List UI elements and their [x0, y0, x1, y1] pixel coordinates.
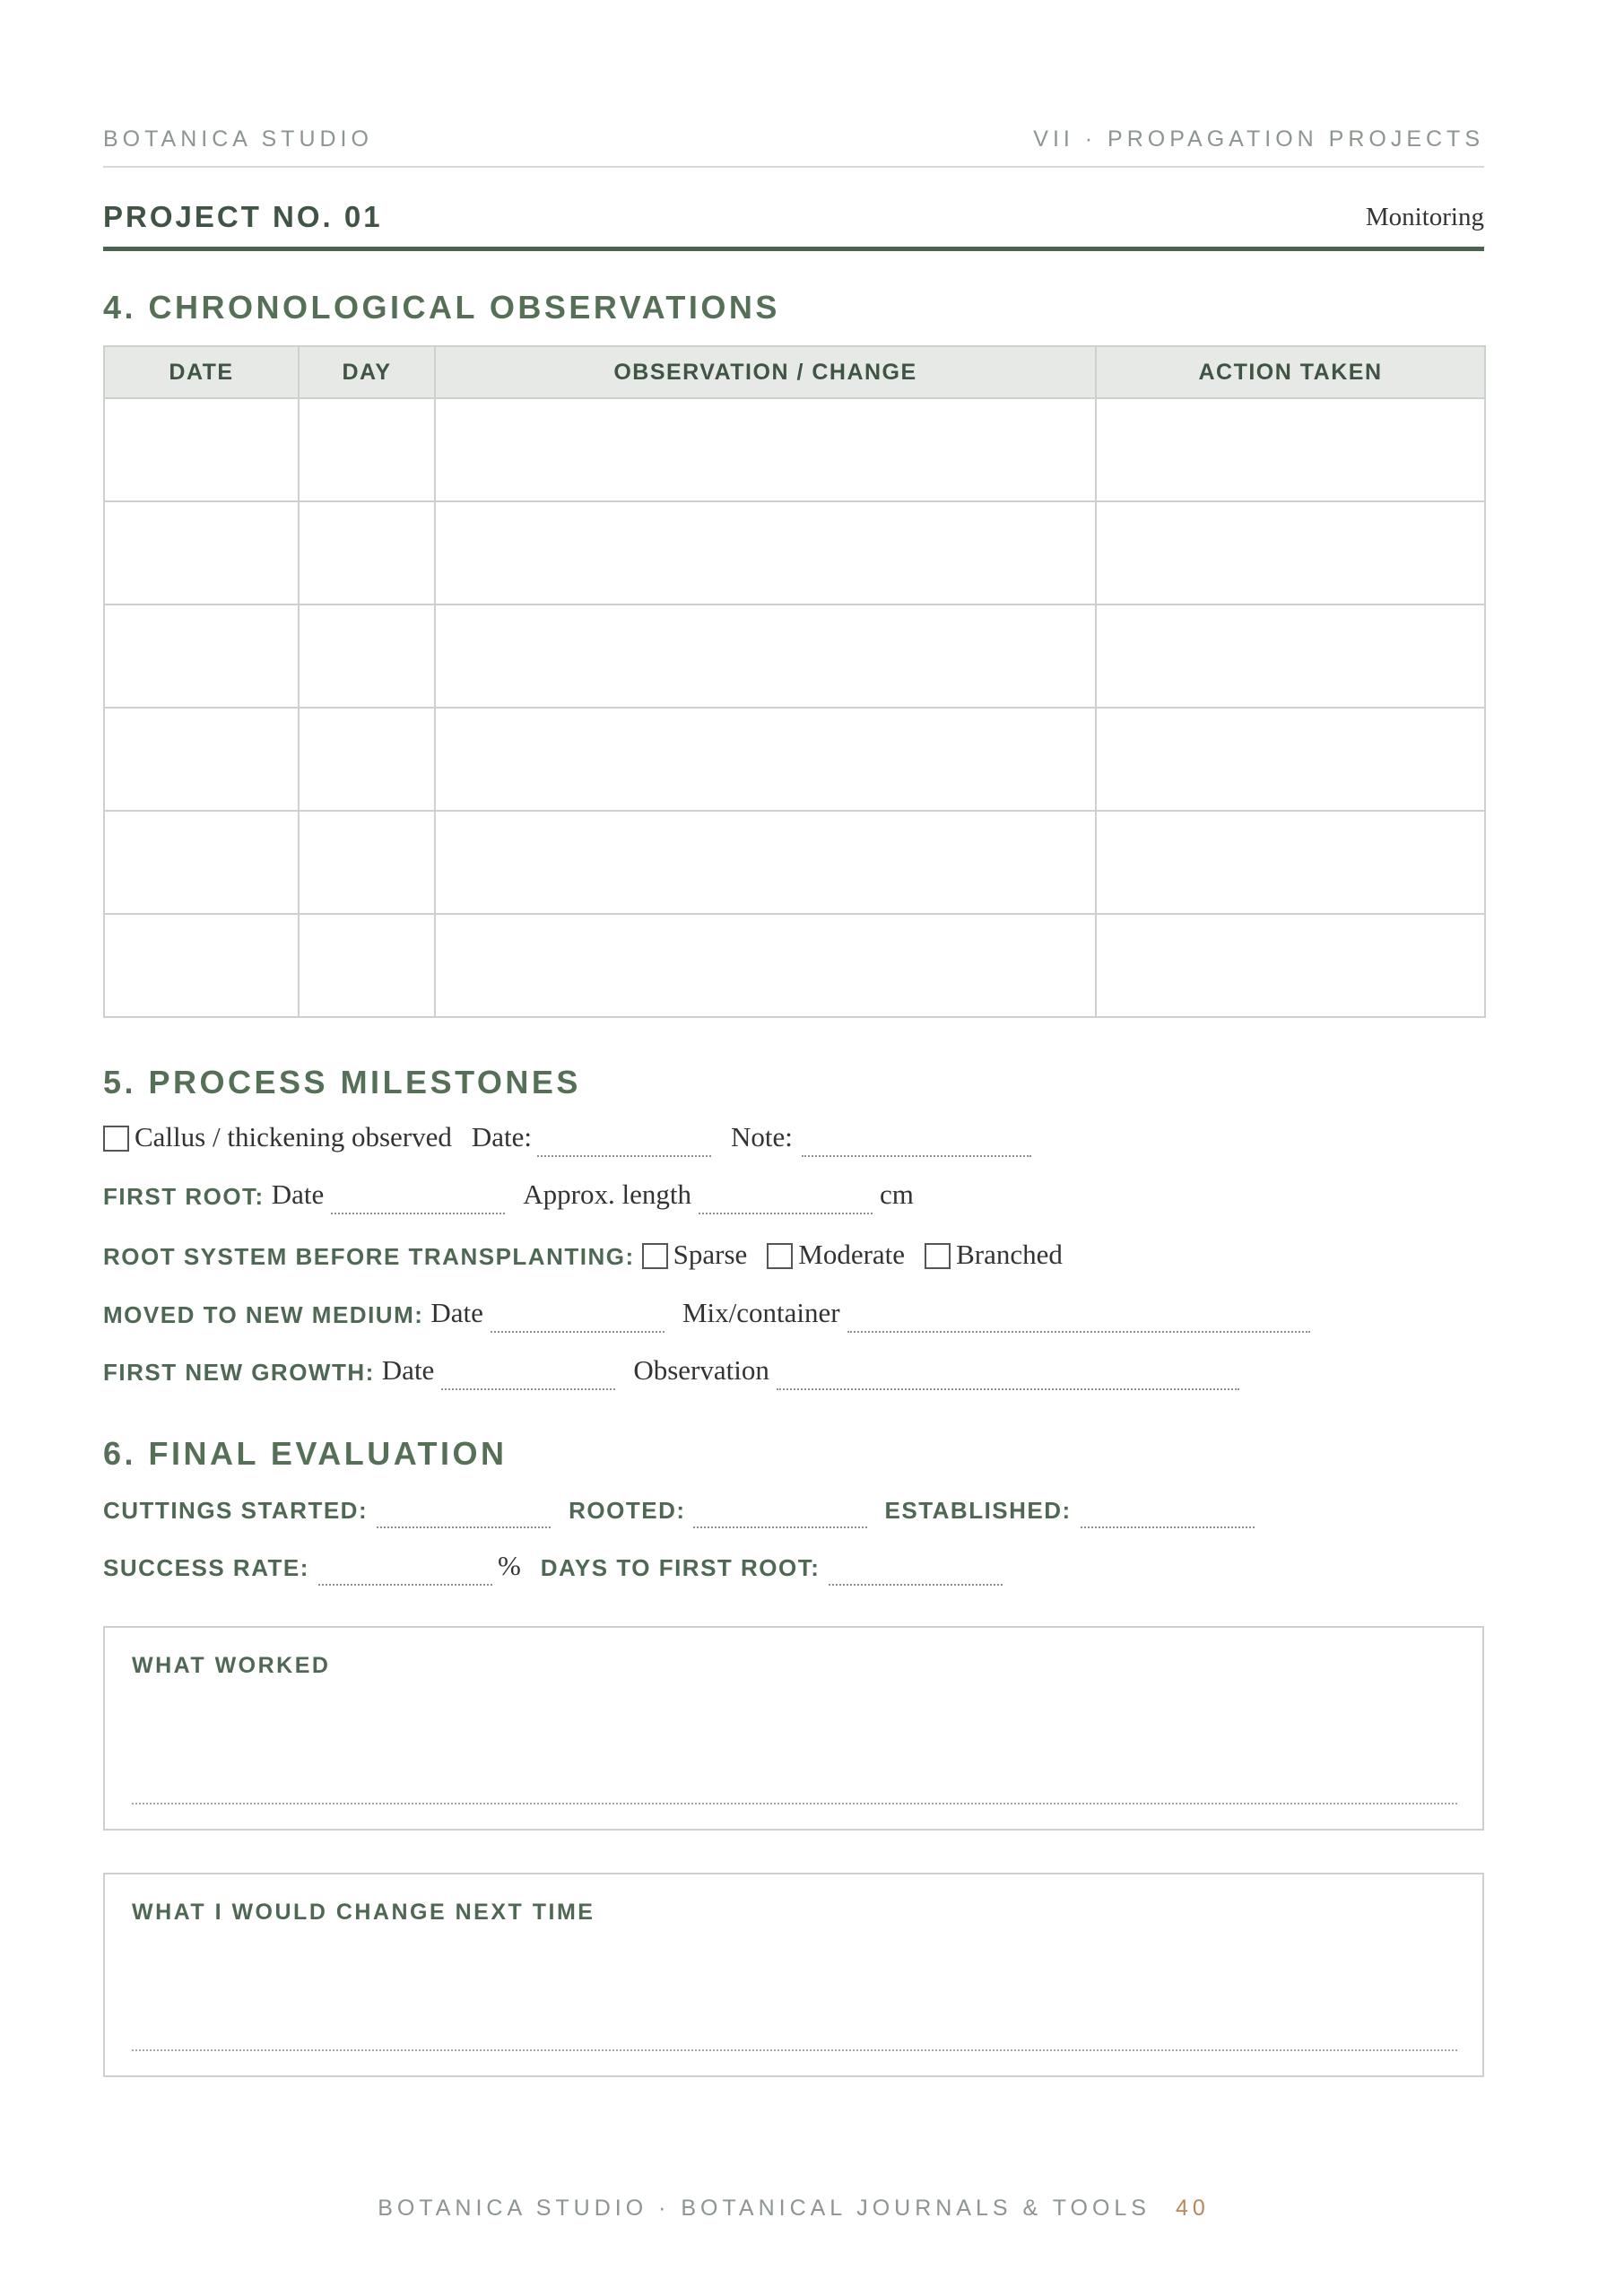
action-cell[interactable]	[1096, 914, 1485, 1017]
day-cell[interactable]	[299, 604, 435, 708]
section-title-milestones: 5. PROCESS MILESTONES	[103, 1064, 581, 1100]
column-header-day: DAY	[299, 346, 435, 398]
date-cell[interactable]	[104, 501, 299, 604]
running-header-brand: BOTANICA STUDIO	[103, 126, 373, 152]
date-cell[interactable]	[104, 604, 299, 708]
new-growth-observation-label: Observation	[633, 1354, 769, 1386]
observation-cell[interactable]	[435, 398, 1096, 501]
observation-cell[interactable]	[435, 501, 1096, 604]
callus-note-field[interactable]	[802, 1154, 1031, 1157]
date-cell[interactable]	[104, 811, 299, 914]
callus-checkbox[interactable]	[103, 1126, 129, 1152]
page-number: 40	[1175, 2196, 1210, 2221]
what-worked-label: WHAT WORKED	[132, 1653, 331, 1678]
branched-checkbox[interactable]	[925, 1243, 951, 1269]
column-header-date: DATE	[104, 346, 299, 398]
mix-container-field[interactable]	[847, 1330, 1310, 1333]
root-system-label: ROOT SYSTEM BEFORE TRANSPLANTING:	[103, 1243, 635, 1270]
table-row	[104, 708, 1485, 811]
project-number: PROJECT NO. 01	[103, 200, 383, 233]
first-root-line	[103, 1171, 914, 1211]
first-root-length-label: Approx. length	[523, 1178, 691, 1210]
observations-table	[103, 345, 1486, 1018]
days-to-first-root-label: DAYS TO FIRST ROOT:	[540, 1554, 821, 1581]
first-root-date-label: Date	[271, 1178, 325, 1210]
moved-medium-line	[103, 1290, 1310, 1329]
rooted-label: ROOTED:	[569, 1497, 686, 1524]
day-cell[interactable]	[299, 708, 435, 811]
table-row	[104, 914, 1485, 1017]
sparse-checkbox[interactable]	[642, 1243, 668, 1269]
what-change-label: WHAT I WOULD CHANGE NEXT TIME	[132, 1900, 595, 1925]
table-header-row	[104, 346, 1485, 398]
column-header-observation: OBSERVATION / CHANGE	[435, 346, 1096, 398]
day-cell[interactable]	[299, 914, 435, 1017]
moderate-checkbox[interactable]	[767, 1243, 793, 1269]
action-cell[interactable]	[1096, 398, 1485, 501]
branched-option-label: Branched	[956, 1239, 1063, 1270]
what-worked-writing-line	[132, 1803, 1457, 1805]
new-growth-label: FIRST NEW GROWTH:	[103, 1359, 375, 1386]
success-rate-field[interactable]	[318, 1583, 492, 1586]
action-cell[interactable]	[1096, 501, 1485, 604]
moved-date-field[interactable]	[491, 1330, 665, 1333]
callus-line	[103, 1114, 1031, 1153]
date-cell[interactable]	[104, 914, 299, 1017]
action-cell[interactable]	[1096, 708, 1485, 811]
established-label: ESTABLISHED:	[884, 1497, 1072, 1524]
day-cell[interactable]	[299, 501, 435, 604]
observation-cell[interactable]	[435, 708, 1096, 811]
running-header	[103, 126, 1484, 152]
section-title-evaluation: 6. FINAL EVALUATION	[103, 1435, 508, 1472]
first-root-date-field[interactable]	[331, 1212, 505, 1214]
what-worked-box[interactable]	[103, 1626, 1484, 1831]
what-change-writing-line	[132, 2049, 1457, 2051]
new-growth-date-label: Date	[381, 1354, 435, 1386]
cuttings-started-label: CUTTINGS STARTED:	[103, 1497, 369, 1524]
date-cell[interactable]	[104, 708, 299, 811]
table-row	[104, 811, 1485, 914]
moved-medium-label: MOVED TO NEW MEDIUM:	[103, 1301, 424, 1328]
date-cell[interactable]	[104, 398, 299, 501]
observation-cell[interactable]	[435, 604, 1096, 708]
day-cell[interactable]	[299, 398, 435, 501]
header-divider	[103, 166, 1484, 168]
page-footer	[103, 2196, 1484, 2222]
worksheet-page	[103, 0, 1484, 2296]
day-cell[interactable]	[299, 811, 435, 914]
callus-date-field[interactable]	[537, 1154, 711, 1157]
cuttings-started-field[interactable]	[377, 1526, 551, 1528]
first-root-label: FIRST ROOT:	[103, 1183, 265, 1210]
project-divider	[103, 247, 1484, 251]
callus-date-label: Date:	[471, 1121, 532, 1152]
first-root-unit: cm	[879, 1178, 914, 1210]
callus-note-label: Note:	[731, 1121, 793, 1152]
percent-sign: %	[497, 1550, 521, 1581]
action-cell[interactable]	[1096, 811, 1485, 914]
counts-line	[103, 1485, 1255, 1525]
column-header-action: ACTION TAKEN	[1096, 346, 1485, 398]
running-header-chapter: VII · PROPAGATION PROJECTS	[1033, 126, 1484, 152]
established-field[interactable]	[1081, 1526, 1255, 1528]
root-system-line	[103, 1231, 1063, 1271]
observation-cell[interactable]	[435, 914, 1096, 1017]
project-status: Monitoring	[1365, 202, 1484, 231]
table-row	[104, 398, 1485, 501]
new-growth-date-field[interactable]	[441, 1387, 615, 1390]
what-change-box[interactable]	[103, 1873, 1484, 2077]
rooted-field[interactable]	[693, 1526, 867, 1528]
sparse-option-label: Sparse	[673, 1239, 748, 1270]
project-header	[103, 197, 1484, 237]
new-growth-observation-field[interactable]	[777, 1387, 1239, 1390]
moderate-option-label: Moderate	[798, 1239, 906, 1270]
success-rate-label: SUCCESS RATE:	[103, 1554, 309, 1581]
callus-label: Callus / thickening observed	[135, 1121, 452, 1152]
new-growth-line	[103, 1347, 1239, 1387]
section-title-observations: 4. CHRONOLOGICAL OBSERVATIONS	[103, 289, 780, 326]
footer-text: BOTANICA STUDIO · BOTANICAL JOURNALS & TOOLS	[378, 2196, 1151, 2221]
table-row	[104, 501, 1485, 604]
table-row	[104, 604, 1485, 708]
moved-date-label: Date	[430, 1297, 483, 1328]
observation-cell[interactable]	[435, 811, 1096, 914]
days-to-first-root-field[interactable]	[829, 1583, 1003, 1586]
mix-container-label: Mix/container	[682, 1297, 840, 1328]
action-cell[interactable]	[1096, 604, 1485, 708]
first-root-length-field[interactable]	[699, 1212, 873, 1214]
rates-line	[103, 1543, 1003, 1582]
